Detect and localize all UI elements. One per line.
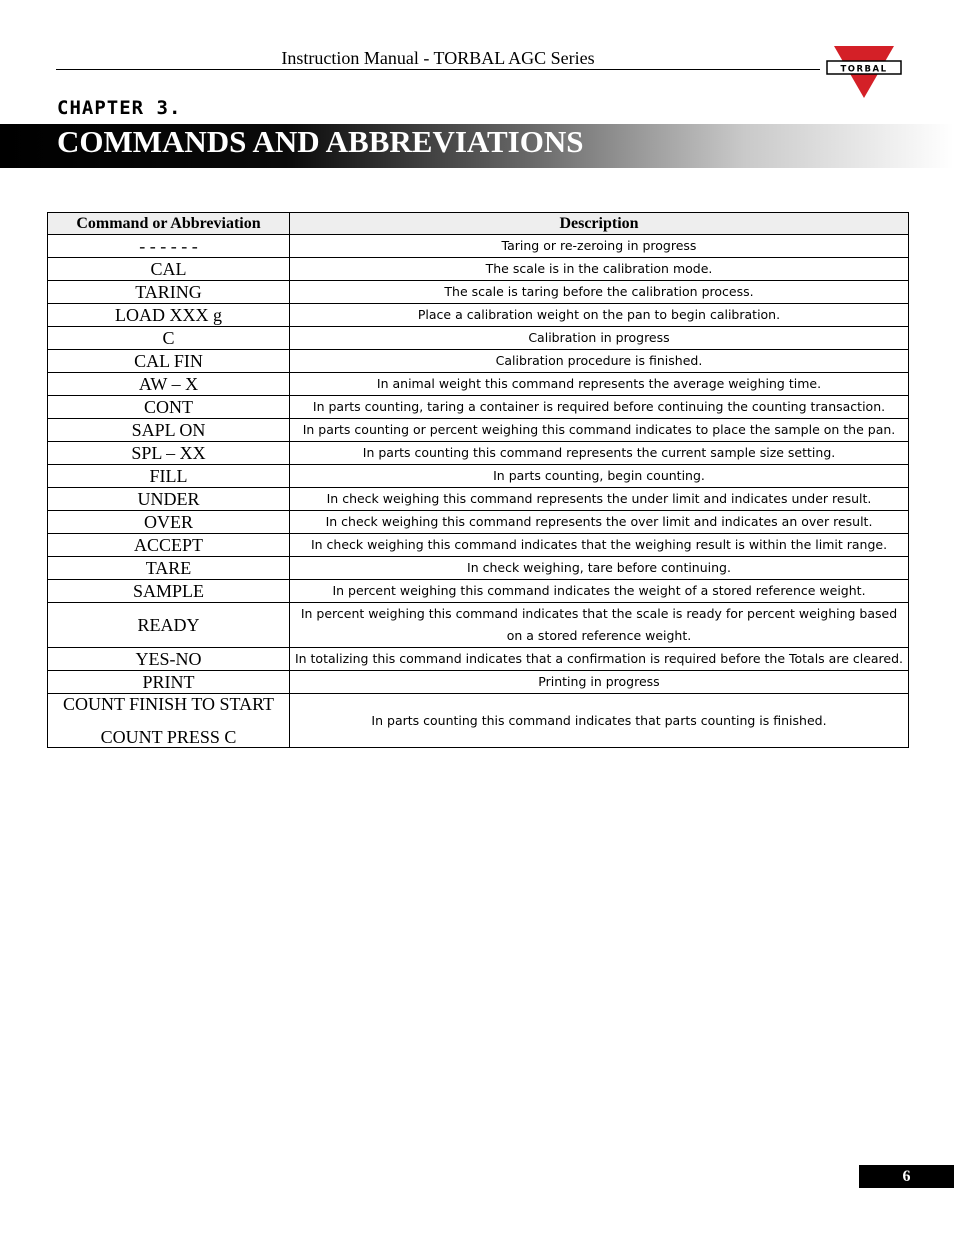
table-row — [48, 511, 909, 534]
command-cell: FILL — [48, 465, 290, 488]
command-cell: ACCEPT — [48, 534, 290, 557]
table-row — [48, 488, 909, 511]
table-row — [48, 557, 909, 580]
table-body — [48, 235, 909, 694]
command-cell: TARE — [48, 557, 290, 580]
column-header-command: Command or Abbreviation — [48, 213, 290, 235]
command-line: COUNT FINISH TO START — [62, 694, 274, 714]
description-cell: In animal weight this command represents the average weighing time. — [290, 373, 909, 396]
description-cell: Place a calibration weight on the pan to begin calibration. — [290, 304, 909, 327]
command-cell: SAPL ON — [48, 419, 290, 442]
table-row — [48, 396, 909, 419]
command-cell: TARING — [48, 281, 290, 304]
description-cell: In totalizing this command indicates that a confirmation is required before the Totals are cleared. — [290, 648, 909, 671]
table-row — [48, 281, 909, 304]
description-cell: Calibration procedure is finished. — [290, 350, 909, 373]
table-body-last — [48, 694, 909, 748]
description-cell: Taring or re-zeroing in progress — [290, 235, 909, 258]
chapter-title: COMMANDS AND ABBREVIATIONS — [57, 124, 584, 159]
table-row — [48, 671, 909, 694]
command-cell: CAL FIN — [48, 350, 290, 373]
description-cell: In parts counting this command represents the current sample size setting. — [290, 442, 909, 465]
logo-text: TORBAL — [840, 64, 888, 75]
description-cell: In check weighing this command represents the over limit and indicates an over result. — [290, 511, 909, 534]
table-row — [48, 465, 909, 488]
command-cell: SPL – XX — [48, 442, 290, 465]
table-row — [48, 235, 909, 258]
command-cell: CONT — [48, 396, 290, 419]
table-row — [48, 603, 909, 648]
description-cell: Calibration in progress — [290, 327, 909, 350]
page-number: 6 — [859, 1165, 954, 1188]
description-cell: In parts counting or percent weighing this command indicates to place the sample on the pan. — [290, 419, 909, 442]
description-cell: The scale is in the calibration mode. — [290, 258, 909, 281]
table-row — [48, 648, 909, 671]
command-cell: UNDER — [48, 488, 290, 511]
command-cell: PRINT — [48, 671, 290, 694]
table-row — [48, 373, 909, 396]
header-rule — [56, 69, 820, 70]
table-header-row — [48, 213, 909, 235]
command-cell: OVER — [48, 511, 290, 534]
command-cell: AW – X — [48, 373, 290, 396]
command-cell: CAL — [48, 258, 290, 281]
table-row — [48, 258, 909, 281]
table-row — [48, 694, 909, 748]
table-row — [48, 327, 909, 350]
command-cell: C — [48, 327, 290, 350]
description-cell: The scale is taring before the calibration process. — [290, 281, 909, 304]
column-header-description: Description — [290, 213, 909, 235]
command-cell — [48, 694, 290, 748]
table-row — [48, 534, 909, 557]
description-cell: In parts counting this command indicates that parts counting is finished. — [290, 694, 909, 748]
command-line: COUNT PRESS C — [100, 727, 237, 747]
commands-table — [47, 212, 909, 748]
description-cell: In percent weighing this command indicates that the scale is ready for percent weighing based on a stored reference weight. — [290, 603, 909, 648]
description-cell: In parts counting, taring a container is required before continuing the counting transaction. — [290, 396, 909, 419]
command-cell: LOAD XXX g — [48, 304, 290, 327]
table-row — [48, 304, 909, 327]
description-cell: In check weighing this command represents the under limit and indicates under result. — [290, 488, 909, 511]
table-row — [48, 442, 909, 465]
command-cell: READY — [48, 603, 290, 648]
description-cell: In percent weighing this command indicates the weight of a stored reference weight. — [290, 580, 909, 603]
command-cell: YES-NO — [48, 648, 290, 671]
command-cell: - - - - - - — [48, 235, 290, 258]
table-row — [48, 350, 909, 373]
chapter-label: CHAPTER 3. — [57, 97, 182, 119]
description-cell: Printing in progress — [290, 671, 909, 694]
command-cell: SAMPLE — [48, 580, 290, 603]
table-row — [48, 419, 909, 442]
description-cell: In check weighing this command indicates that the weighing result is within the limit range. — [290, 534, 909, 557]
description-cell: In check weighing, tare before continuing. — [290, 557, 909, 580]
running-header-title: Instruction Manual - TORBAL AGC Series — [281, 48, 595, 68]
table-row — [48, 580, 909, 603]
description-cell: In parts counting, begin counting. — [290, 465, 909, 488]
torbal-logo — [826, 44, 902, 100]
